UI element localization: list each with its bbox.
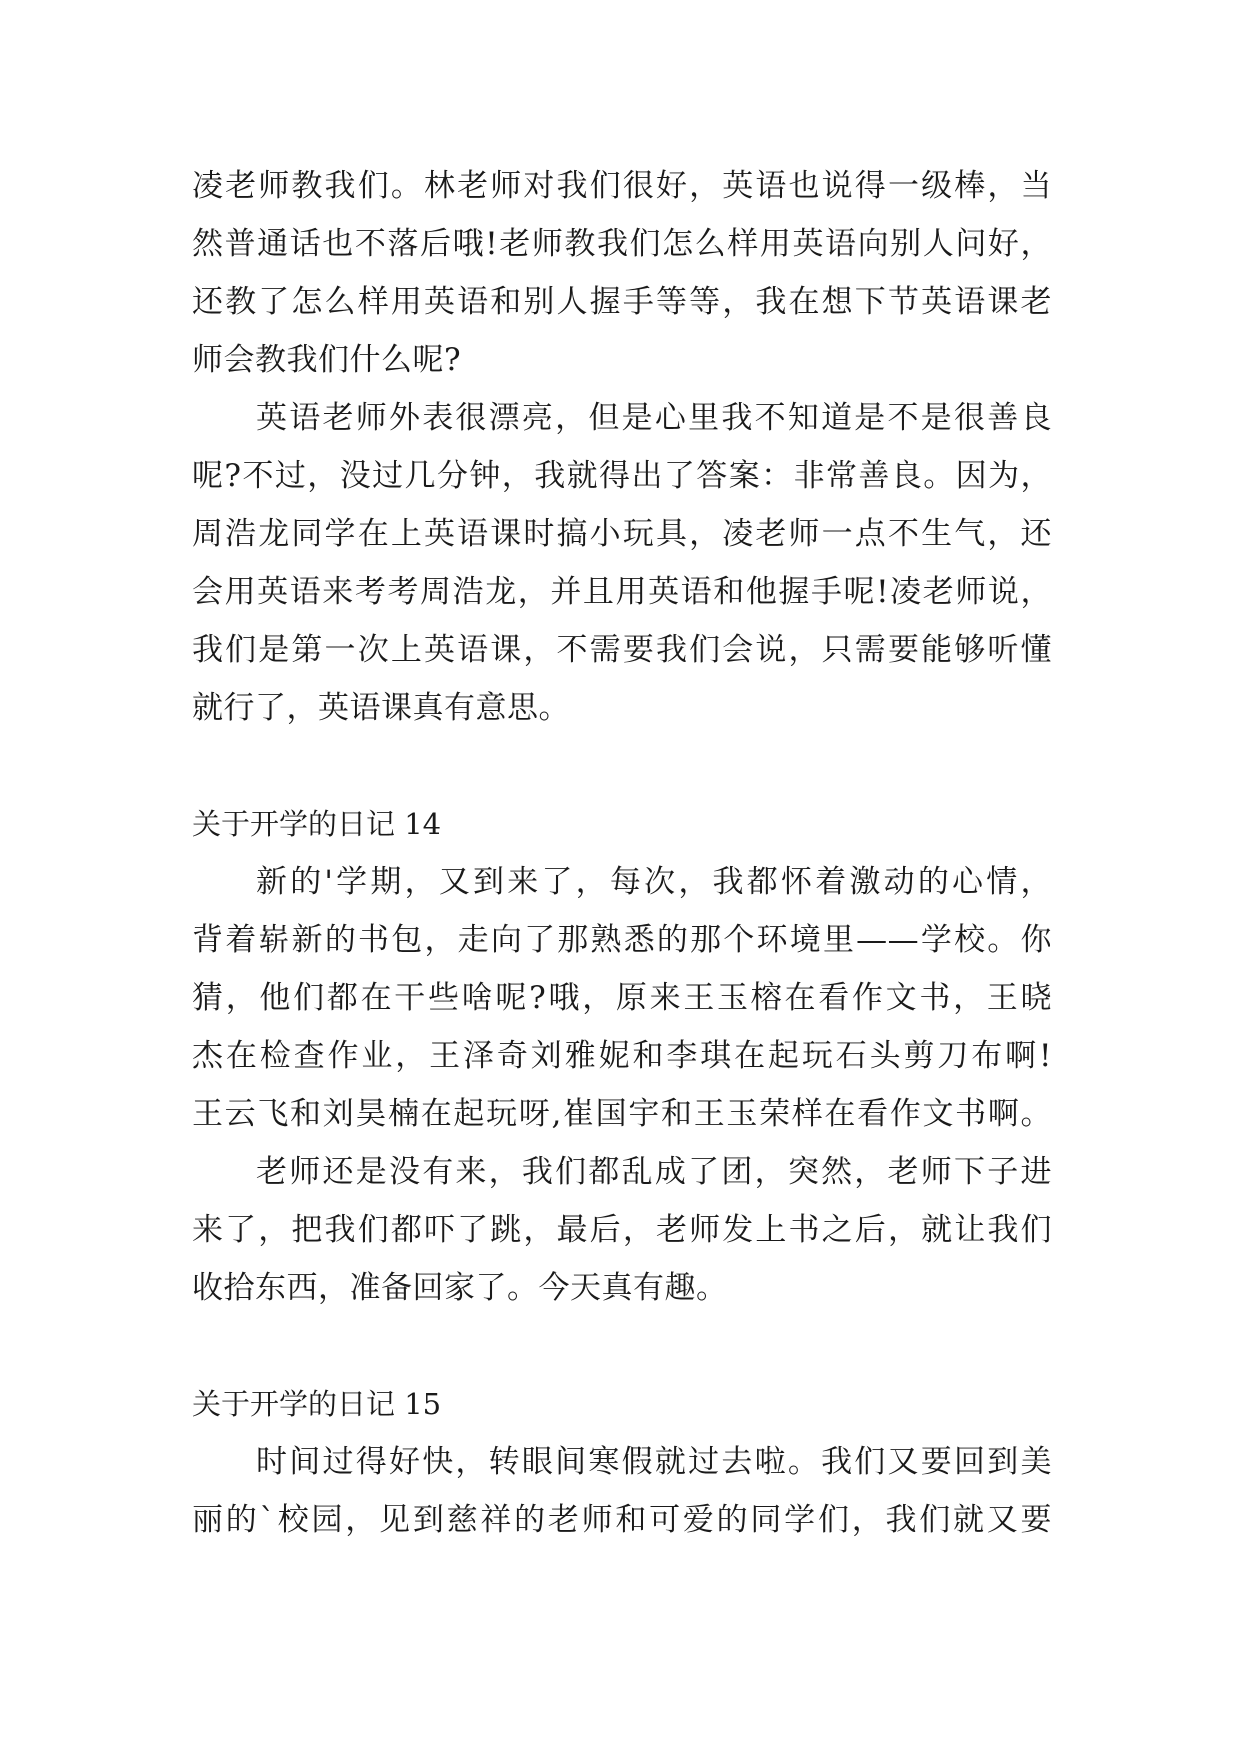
text-line: 老师还是没有来，我们都乱成了团，突然，老师下子进 xyxy=(256,1154,1052,1190)
text-line: 新的'学期，又到来了，每次，我都怀着激动的心情， xyxy=(256,864,1052,900)
text-line: 会用英语来考考周浩龙，并且用英语和他握手呢!凌老师说， xyxy=(192,574,1052,610)
section-heading: 关于开学的日记 15 xyxy=(192,1387,442,1421)
text-line: 就行了，英语课真有意思。 xyxy=(192,690,570,726)
text-line: 还教了怎么样用英语和别人握手等等，我在想下节英语课老 xyxy=(192,284,1052,320)
text-line: 师会教我们什么呢? xyxy=(192,342,462,378)
text-line: 呢?不过，没过几分钟，我就得出了答案：非常善良。因为， xyxy=(192,458,1052,494)
text-line: 猜，他们都在干些啥呢?哦，原来王玉榕在看作文书，王晓 xyxy=(192,980,1052,1016)
text-line: 凌老师教我们。林老师对我们很好，英语也说得一级棒，当 xyxy=(192,168,1052,204)
text-line: 王云飞和刘昊楠在起玩呀,崔国宇和王玉荣样在看作文书啊。 xyxy=(192,1096,1052,1132)
text-line: 英语老师外表很漂亮，但是心里我不知道是不是很善良 xyxy=(256,400,1052,436)
text-line: 然普通话也不落后哦!老师教我们怎么样用英语向别人问好， xyxy=(192,226,1052,262)
text-line: 丽的`校园，见到慈祥的老师和可爱的同学们，我们就又要 xyxy=(192,1502,1052,1538)
section-heading: 关于开学的日记 14 xyxy=(192,807,442,841)
text-line: 收拾东西，准备回家了。今天真有趣。 xyxy=(192,1270,728,1306)
text-line: 背着崭新的书包，走向了那熟悉的那个环境里——学校。你 xyxy=(192,922,1052,958)
text-line: 我们是第一次上英语课，不需要我们会说，只需要能够听懂 xyxy=(192,632,1052,668)
text-line: 杰在检查作业，王泽奇刘雅妮和李琪在起玩石头剪刀布啊! xyxy=(192,1038,1052,1074)
text-line: 来了，把我们都吓了跳，最后，老师发上书之后，就让我们 xyxy=(192,1212,1052,1248)
text-line: 时间过得好快，转眼间寒假就过去啦。我们又要回到美 xyxy=(256,1444,1052,1480)
text-line: 周浩龙同学在上英语课时搞小玩具，凌老师一点不生气，还 xyxy=(192,516,1052,552)
